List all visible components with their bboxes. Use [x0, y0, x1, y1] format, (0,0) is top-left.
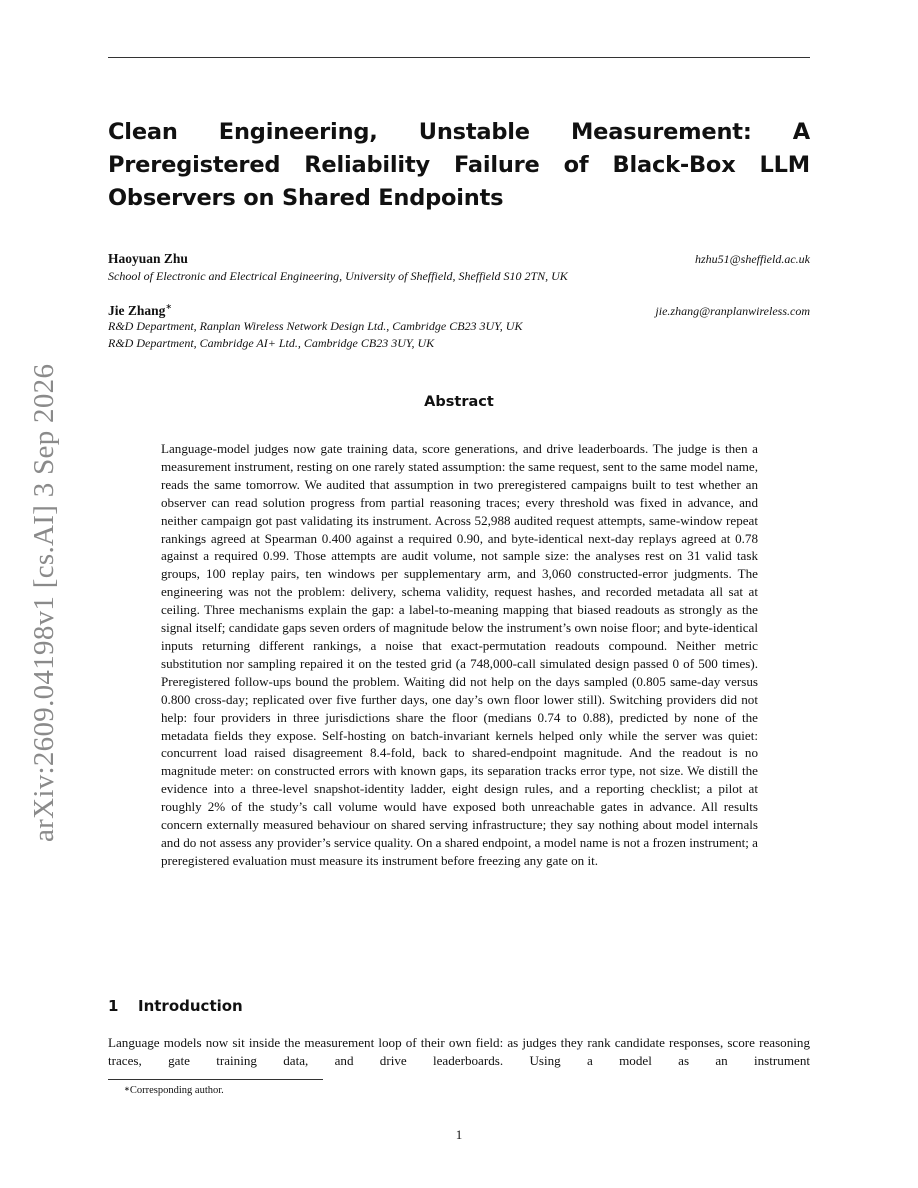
author-affiliation: School of Electronic and Electrical Engineering, University of Sheffield, Sheffield S10 2TN, UK — [108, 269, 568, 283]
paper-title: Clean Engineering, Unstable Measurement: A Preregistered Reliability Failure of Black-Box LLM Observers on Shared Endpoints — [108, 119, 810, 211]
author-name: Haoyuan Zhu — [108, 251, 188, 266]
footnote-rule — [108, 1079, 323, 1080]
footnote-text: Corresponding author. — [129, 1085, 224, 1096]
author-block-2 — [108, 303, 810, 319]
corresponding-marker: ∗ — [165, 302, 173, 311]
section-heading-introduction — [108, 997, 243, 1015]
abstract-heading: Abstract — [424, 394, 494, 410]
section-number: 1 — [108, 997, 119, 1015]
arxiv-identifier-stamp[interactable]: arXiv:2609.04198v1 [cs.AI] 3 Sep 2026 — [28, 363, 60, 842]
abstract-body: Language-model judges now gate training data, score generations, and drive leaderboards. The judge is then a measurement instrument, resting on one rarely stated assumption: the same request, sent to the same model name, reads the same tomorrow. We audited that assumption in two preregistered campaigns built to test whether an observer can read solution progress from partial reasoning traces; every threshold was fixed in advance, and neither campaign got past validating its instrument. Across 52,988 audited request attempts, same-window repeat rankings agreed at Spearman 0.400 against a required 0.90, and byte-identical next-day replays agreed at 0.78 against a required 0.99. Those attempts are audit volume, not sample size: the analyses rest on 31 valid task groups, 100 replay pairs, ten windows per supplementary arm, and 3,060 constructed-error judgments. The engineering was not the problem: delivery, schema validity, request hashes, and recorded metadata all sat at ceiling. Three mechanisms explain the gap: a label-to-meaning mapping that biased readouts as strongly as the signal itself; candidate gaps seven orders of magnitude below the instrument’s own noise floor; and byte-identical inputs returning different rankings, a noise that exact-permutation readouts compound. Neither metric substitution nor sampling repaired it on the tested grid (a 748,000-call simulated design passed 0 of 500 times). Preregistered follow-ups bound the problem. Waiting did not help on the days sampled (0.805 same-day versus 0.800 cross-day; replicated over five further days, one day’s own floor lower still). Switching providers did not help: four providers in three jurisdictions share the floor (medians 0.74 to 0.88), predicted by none of the metadata fields they expose. Self-hosting on batch-invariant kernels helped only while the server was quiet: concurrent load raised disagreement 8.4-fold, back to shared-endpoint magnitude. And the readout is no magnitude meter: on constructed errors with known gaps, its separation tracks error type, not size. We distill the evidence into a three-level snapshot-identity ladder, eight design rules, and a reporting checklist; a pilot at roughly 2% of the study’s call volume would have exposed both unreachable gates in advance. All results concern externally measured behaviour on shared serving infrastructure; they say nothing about model internals and do not assess any provider’s service quality. On a shared endpoint, a model name is not a frozen instrument; a preregistered evaluation must measure its instrument before freezing any gate on it. — [161, 441, 758, 868]
header-rule — [108, 57, 810, 58]
author-block-1 — [108, 251, 810, 267]
section-title: Introduction — [138, 997, 243, 1015]
author-affiliation: R&D Department, Ranplan Wireless Network Design Ltd., Cambridge CB23 3UY, UK — [108, 319, 523, 333]
footnote-marker: ∗ — [124, 1085, 130, 1093]
author-email[interactable]: hzhu51@sheffield.ac.uk — [694, 252, 810, 266]
footnote — [124, 1085, 224, 1096]
author-affiliation: R&D Department, Cambridge AI+ Ltd., Cambridge CB23 3UY, UK — [108, 336, 435, 350]
author-name: Jie Zhang∗ — [108, 302, 173, 318]
author-email[interactable]: jie.zhang@ranplanwireless.com — [655, 304, 810, 318]
introduction-body: Language models now sit inside the measurement loop of their own field: as judges they rank candidate responses, score reasoning traces, gate training data, and drive leaderboards. Using a model as an instrument — [108, 1035, 810, 1069]
page-number: 1 — [455, 1127, 463, 1142]
